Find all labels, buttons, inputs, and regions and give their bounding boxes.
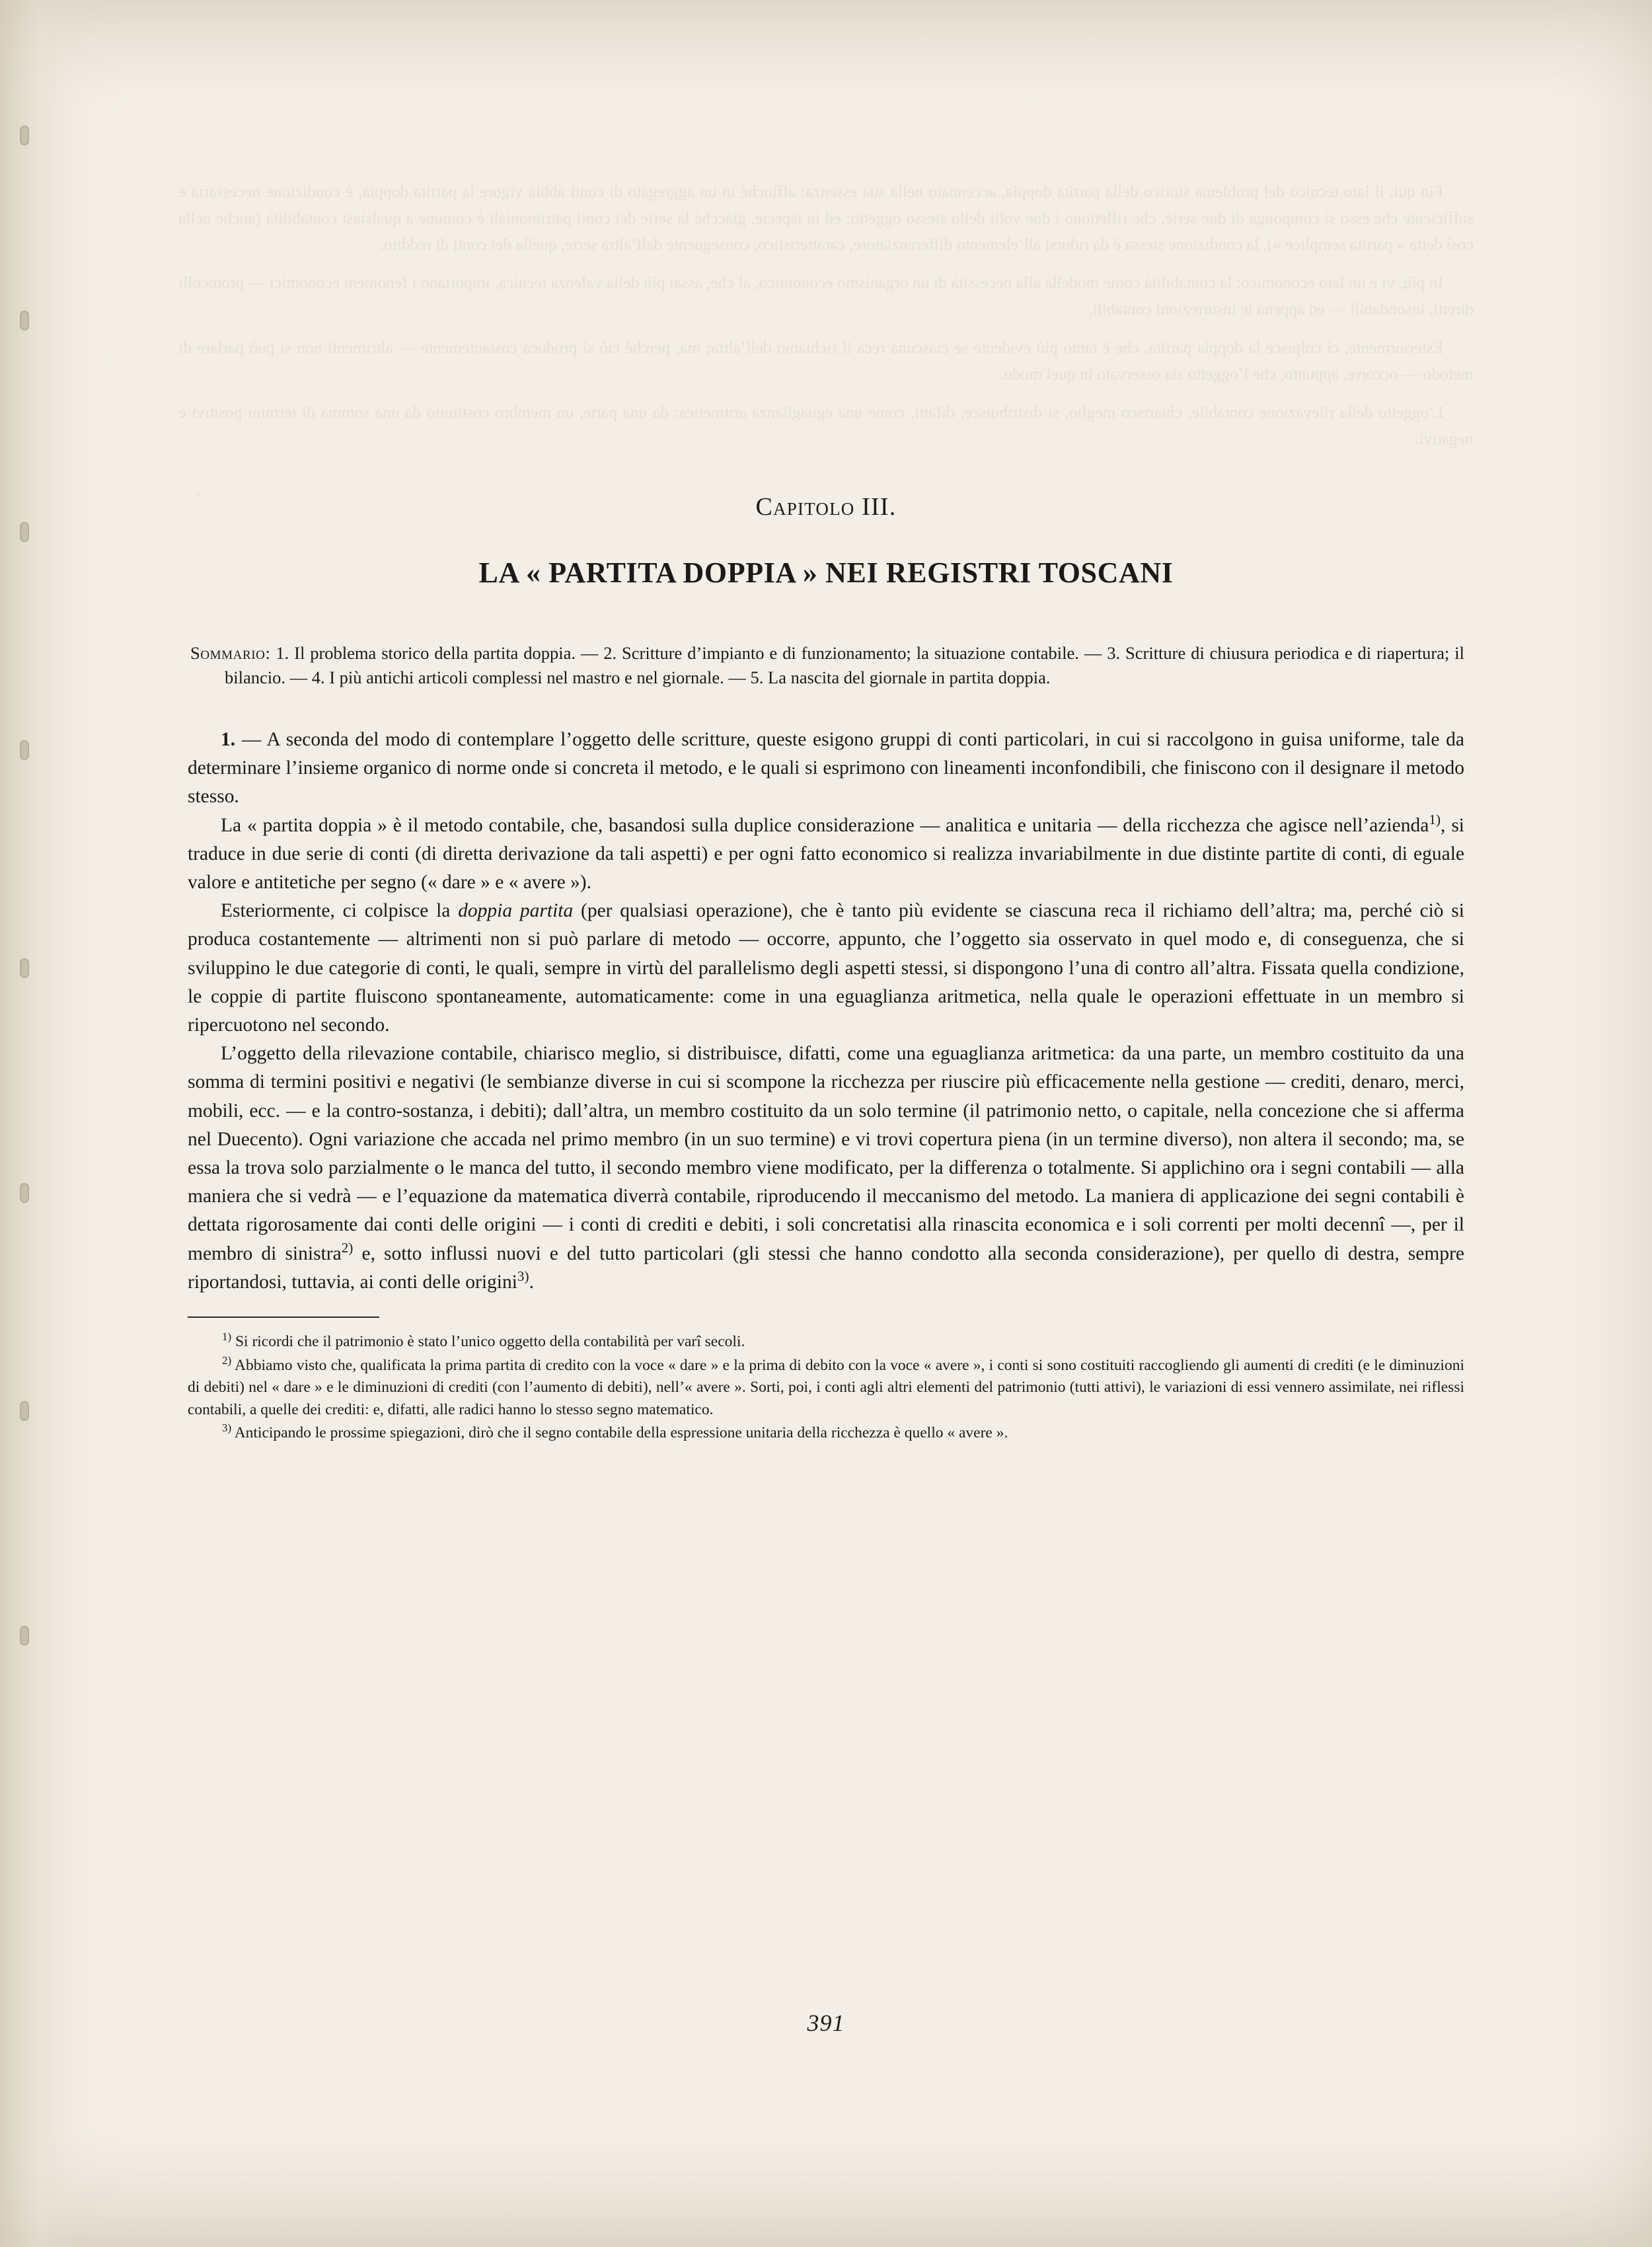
emphasis: doppia partita — [458, 900, 574, 922]
section-number: 1. — [221, 729, 236, 750]
binding-strip — [0, 0, 73, 2247]
text-block — [188, 0, 1464, 2247]
body-text — [188, 726, 1464, 1297]
punch-hole — [20, 740, 29, 760]
footnote-ref: 2) — [341, 1239, 354, 1256]
page-number-text: 391 — [807, 2010, 845, 2036]
paragraph — [188, 812, 1464, 897]
punch-hole — [20, 1183, 29, 1203]
footnote-text: Anticipando le prossime spiegazioni, dirò che il segno contabile della espressione unitaria della ricchezza è quello « avere ». — [234, 1424, 1008, 1442]
paragraph-text: Esteriormente, ci colpisce la doppia partita (per qualsiasi operazione), che è tanto più evidente se ciascuna reca il richiamo dell’altra; ma, perché ciò si produca costantemente — altrimenti non si può parlare di metodo — occorre, appunto, che l’oggetto sia osservato in quel modo e, di conseguenza, che si sviluppino le due categorie di conti, le quali, sempre in virtù del parallelismo degli aspetti stessi, si dispongono l’una di contro all’altra. Fissata quella condizione, le coppie di partite fluiscono spontaneamente, automaticamente: come in una eguaglianza aritmetica, nella quale le operazioni effettuate in un membro si ripercuotono nel secondo. — [188, 900, 1464, 1036]
footnote — [188, 1422, 1464, 1445]
paragraph — [188, 726, 1464, 812]
footnote — [188, 1331, 1464, 1353]
page-title: LA « PARTITA DOPPIA » NEI REGISTRI TOSCANI — [478, 556, 1174, 589]
bleed-line: Fin qui, il lato tecnico del problema storico della partita doppia, accennato nella sua essenza: affinché in un aggregato di conti abbia vigore la partita doppia, è condizione necessaria e sufficiente che esso si componga di due serie, che riflettono i due volti dello stesso oggetto; ed in ispecie, giacché la serie dei conti patrimoniali è comune a qualsiasi contabilità (anche nella così detta « partita semplice »), la condizione stessa è da ridursi all’elemento differenziatore, caratteristico, conseguente dall’altra serie, quella dei conti di reddito. — [178, 182, 1474, 254]
punch-hole — [20, 958, 29, 978]
footnote-ref: 1) — [1429, 811, 1441, 827]
summary-block — [188, 641, 1464, 690]
paragraph-text: La « partita doppia » è il metodo contabile, che, basandosi sulla duplice considerazione — analitica e unitaria — della ricchezza che agisce nell’azienda$^{1)}$, si traduce in due serie di conti (di diretta derivazione da tali aspetti) e per ogni fatto economico si realizza invariabilmente in due distinte partite di conti, di eguale valore e antitetiche per segno (« dare » e « avere »). — [188, 811, 1464, 894]
paragraph — [188, 1040, 1464, 1297]
page-number — [188, 2009, 1464, 2037]
bleed-line: Esteriormente, ci colpisce la doppia partita, che è tanto più evidente se ciascuna reca il richiamo dell’altra; ma, perché ciò si produca costantemente — altrimenti non si può parlare di metodo — occorre, appunto, che l’oggetto sia osservato in quel modo. — [178, 338, 1474, 383]
footnote-marker: 2) — [222, 1353, 232, 1367]
footnote-separator — [188, 1316, 379, 1318]
chapter-label-text: Capitolo III. — [755, 493, 897, 521]
paragraph — [188, 897, 1464, 1040]
footnote-ref: 3) — [517, 1268, 529, 1285]
summary-text: 1. Il problema storico della partita doppia. — 2. Scritture d’impianto e di funzionamento; la situazione contabile. — 3. Scritture di chiusura periodica e di riapertura; il bilancio. — 4. I più antichi articoli complessi nel mastro e nel giornale. — 5. La nascita del giornale in partita doppia. — [225, 643, 1464, 687]
footnote-text: Si ricordi che il patrimonio è stato l’unico oggetto della contabilità per varî secoli. — [235, 1333, 745, 1351]
footnote — [188, 1355, 1464, 1422]
punch-hole — [20, 126, 29, 145]
punch-hole — [20, 1401, 29, 1421]
punch-hole — [20, 311, 29, 330]
paragraph-text: L’oggetto della rilevazione contabile, chiarisco meglio, si distribuisce, difatti, come una eguaglianza aritmetica: da una parte, un membro costituito da una somma di termini positivi e negativi (le sembianze diverse in cui si scompone la ricchezza per riuscire più efficacemente nella gestione — crediti, denaro, merci, mobili, ecc. — e la contro-sostanza, i debiti); dall’altra, un membro costituito da un solo termine (il patrimonio netto, o capitale, nella concezione che si afferma nel Duecento). Ogni variazione che accada nel primo membro (in un suo termine) e vi trovi copertura piena (in un termine diverso), non altera il secondo; ma, se essa la trova solo parzialmente o le manca del tutto, il secondo membro viene modificato, per la differenza o totalmente. Si applichino ora i segni contabili — alla maniera che si vedrà — e l’equazione da matematica diverrà contabile, riproducendo il meccanismo del metodo. La maniera di applicazione dei segni contabili è dettata rigorosamente dai conti delle origini — i conti di crediti e debiti, i soli concretatisi alla rinascita economica e i soli correnti per molti decennî —, per il membro di sinistra$^{2)}$ e, sotto influssi nuovi e del tutto particolari (gli stessi che hanno condotto alla seconda considerazione), per quello di destra, sempre riportandosi, tuttavia, ai conti delle origini$^{3)}$. — [188, 1043, 1464, 1293]
footnote-marker: 1) — [222, 1330, 232, 1344]
footnotes-block — [188, 1331, 1464, 1445]
chapter-label — [188, 492, 1464, 521]
punch-hole — [20, 522, 29, 542]
punch-hole — [20, 1626, 29, 1646]
footnote-marker: 3) — [222, 1422, 232, 1435]
bleed-line: In più, vi è un lato economico: la contabilità come modella alla necessità di un organismo economico, al che, assai più della valenza tecnica, importano i fenomeni economici — protocolli diretti, insondabili — ed appena le insurrezioni contabili. — [178, 273, 1474, 319]
bleed-line: L’oggetto della rilevazione contabile, chiarisco meglio, si distribuisce, difatti, come una eguaglianza aritmetica: da una parte, un membro costituito da una somma di termini positivi e negativi. — [178, 402, 1474, 448]
footnote-text: Abbiamo visto che, qualificata la prima partita di credito con la voce « dare » e la prima di debito con la voce « avere », i conti si sono costituiti raccogliendo gli aumenti di crediti (e le diminuzioni di debiti) nel « dare » e le diminuzioni di crediti (con l’aumento di debiti), nell’« avere ». Sorti, poi, i conti agli altri elementi del patrimonio (tutti attivi), le variazioni di essi vennero assimilate, nei riflessi contabili, a quelle dei crediti: e, difatti, alle radici hanno lo stesso segno matematico. — [188, 1356, 1464, 1418]
paragraph-text: — A seconda del modo di contemplare l’oggetto delle scritture, queste esigono gruppi di conti particolari, in cui si raccolgono in guisa uniforme, tale da determinare l’insieme organico di norme onde si concreta il metodo, e le quali si esprimono con lineamenti inconfondibili, che finiscono con il designare il metodo stesso. — [188, 729, 1465, 808]
summary-label: Sommario: — [190, 643, 271, 663]
